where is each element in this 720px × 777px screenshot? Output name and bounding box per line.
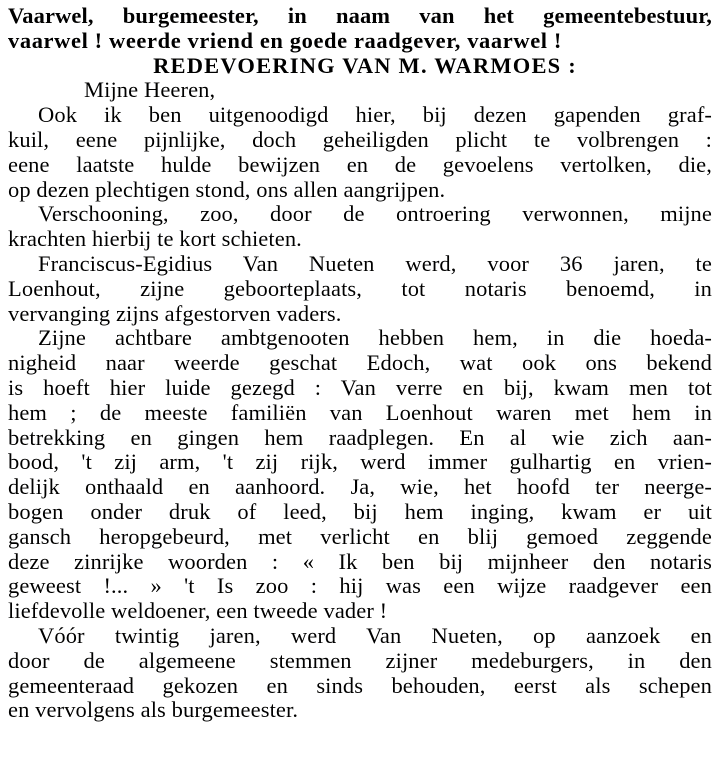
text-line: en vervolgens als burgemeester.: [8, 698, 299, 723]
text-line: deze zinrijke woorden : « Ik ben bij mijnheer den notaris: [8, 549, 712, 574]
salutation: Mijne Heeren,: [84, 78, 216, 103]
text-line: bogen onder druk of leed, bij hem inging, kwam er uit: [8, 499, 712, 524]
text-line: Ook ik ben uitgenoodigd hier, bij dezen gapenden graf-: [38, 103, 712, 128]
text-line: eene laatste hulde bewijzen en de gevoelens vertolken, die,: [8, 152, 712, 177]
speech-heading: REDEVOERING VAN M. WARMOES :: [153, 53, 577, 78]
text-line: bood, 't zij arm, 't zij rijk, werd immer gulhartig en vrien-: [8, 450, 712, 475]
intro-line: Vaarwel, burgemeester, in naam van het gemeentebestuur,: [8, 4, 712, 28]
text-line: is hoeft hier luide gezegd : Van verre en bij, kwam men tot: [8, 375, 712, 400]
text-line: nigheid naar weerde geschat Edoch, wat ook ons bekend: [8, 351, 712, 376]
paragraph: [8, 252, 712, 326]
text-line: krachten hierbij te kort schieten.: [8, 227, 302, 252]
farewell-intro: [8, 4, 712, 54]
text-line: hem ; de meeste familiën van Loenhout waren met hem in: [8, 400, 712, 425]
paragraph: [8, 326, 712, 624]
text-line: Zijne achtbare ambtgenooten hebben hem, in die hoeda-: [38, 326, 712, 351]
text-line: kuil, eene pijnlijke, doch geheiligden plicht te volbrengen :: [8, 127, 712, 152]
text-line: vervanging zijns afgestorven vaders.: [8, 301, 342, 326]
text-line: betrekking en gingen hem raadplegen. En al wie zich aan-: [8, 425, 712, 450]
text-line: gemeenteraad gekozen en sinds behouden, eerst als schepen: [8, 673, 712, 698]
text-line: liefdevolle weldoener, een tweede vader !: [8, 599, 388, 624]
paragraph: [8, 202, 712, 252]
text-line: op dezen plechtigen stond, ons allen aangrijpen.: [8, 177, 446, 202]
paragraph: [8, 624, 712, 723]
text-line: Franciscus-Egidius Van Nueten werd, voor 36 jaren, te: [38, 251, 712, 276]
text-line: Vóór twintig jaren, werd Van Nueten, op aanzoek en: [38, 623, 712, 648]
text-line: Loenhout, zijne geboorteplaats, tot notaris benoemd, in: [8, 276, 712, 301]
text-line: gansch heropgebeurd, met verlicht en blij gemoed zeggende: [8, 524, 712, 549]
text-line: delijk onthaald en aanhoord. Ja, wie, het hoofd ter neerge-: [8, 475, 712, 500]
paragraph: [8, 103, 712, 202]
intro-line: vaarwel ! weerde vriend en goede raadgever, vaarwel !: [8, 28, 562, 53]
text-line: door de algemeene stemmen zijner medeburgers, in den: [8, 648, 712, 673]
text-line: Verschooning, zoo, door de ontroering verwonnen, mijne: [38, 202, 712, 227]
text-line: geweest !... » 't Is zoo : hij was een wijze raadgever een: [8, 574, 712, 599]
